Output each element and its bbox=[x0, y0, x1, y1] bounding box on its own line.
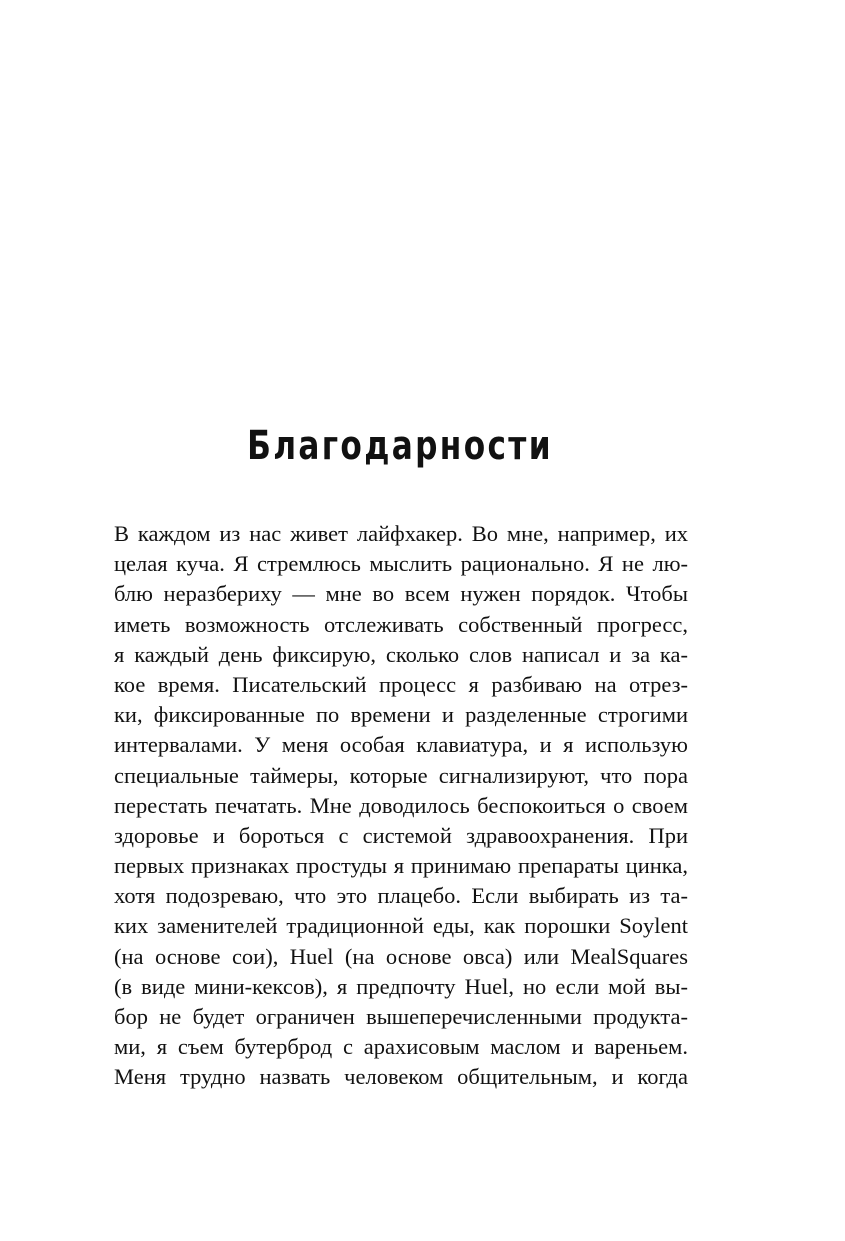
text-line: перестать печатать. Мне доводилось беспокоиться о своем bbox=[114, 792, 688, 818]
text-line: интервалами. У меня особая клавиатура, и я использую bbox=[114, 732, 688, 758]
text-line: В каждом из нас живет лайфхакер. Во мне, например, их bbox=[114, 521, 688, 546]
text-line: целая куча. Я стремлюсь мыслить рационально. Я не лю- bbox=[114, 551, 688, 577]
text-line: первых признаках простуды я принимаю препараты цинка, bbox=[114, 853, 688, 879]
text-line: бор не будет ограничен вышеперечисленными продукта- bbox=[114, 1004, 688, 1029]
text-line: специальные таймеры, которые сигнализируют, что пора bbox=[114, 762, 688, 788]
text-line: (на основе сои), Huel (на основе овса) или MealSquares bbox=[114, 943, 688, 969]
text-line: иметь возможность отслеживать собственный прогресс, bbox=[114, 611, 688, 637]
text-line: ми, я съем бутерброд с арахисовым маслом и вареньем. bbox=[114, 1034, 688, 1060]
text-line: хотя подозреваю, что это плацебо. Если выбирать из та- bbox=[114, 883, 688, 909]
chapter-title: Благодарности bbox=[247, 423, 553, 469]
body-paragraph bbox=[114, 519, 688, 1093]
text-line: блю неразбериху — мне во всем нужен порядок. Чтобы bbox=[114, 581, 688, 607]
text-line: ки, фиксированные по времени и разделенные строгими bbox=[114, 702, 688, 728]
text-line: ких заменителей традиционной еды, как порошки Soylent bbox=[114, 913, 688, 939]
text-line: кое время. Писательский процесс я разбиваю на отрез- bbox=[114, 671, 688, 697]
text-line: я каждый день фиксирую, сколько слов написал и за ка- bbox=[114, 641, 688, 667]
text-line: здоровье и бороться с системой здравоохранения. При bbox=[114, 822, 688, 848]
text-line: Меня трудно назвать человеком общительным, и когда bbox=[114, 1064, 688, 1090]
text-line: (в виде мини-кексов), я предпочту Huel, но если мой вы- bbox=[114, 973, 688, 999]
